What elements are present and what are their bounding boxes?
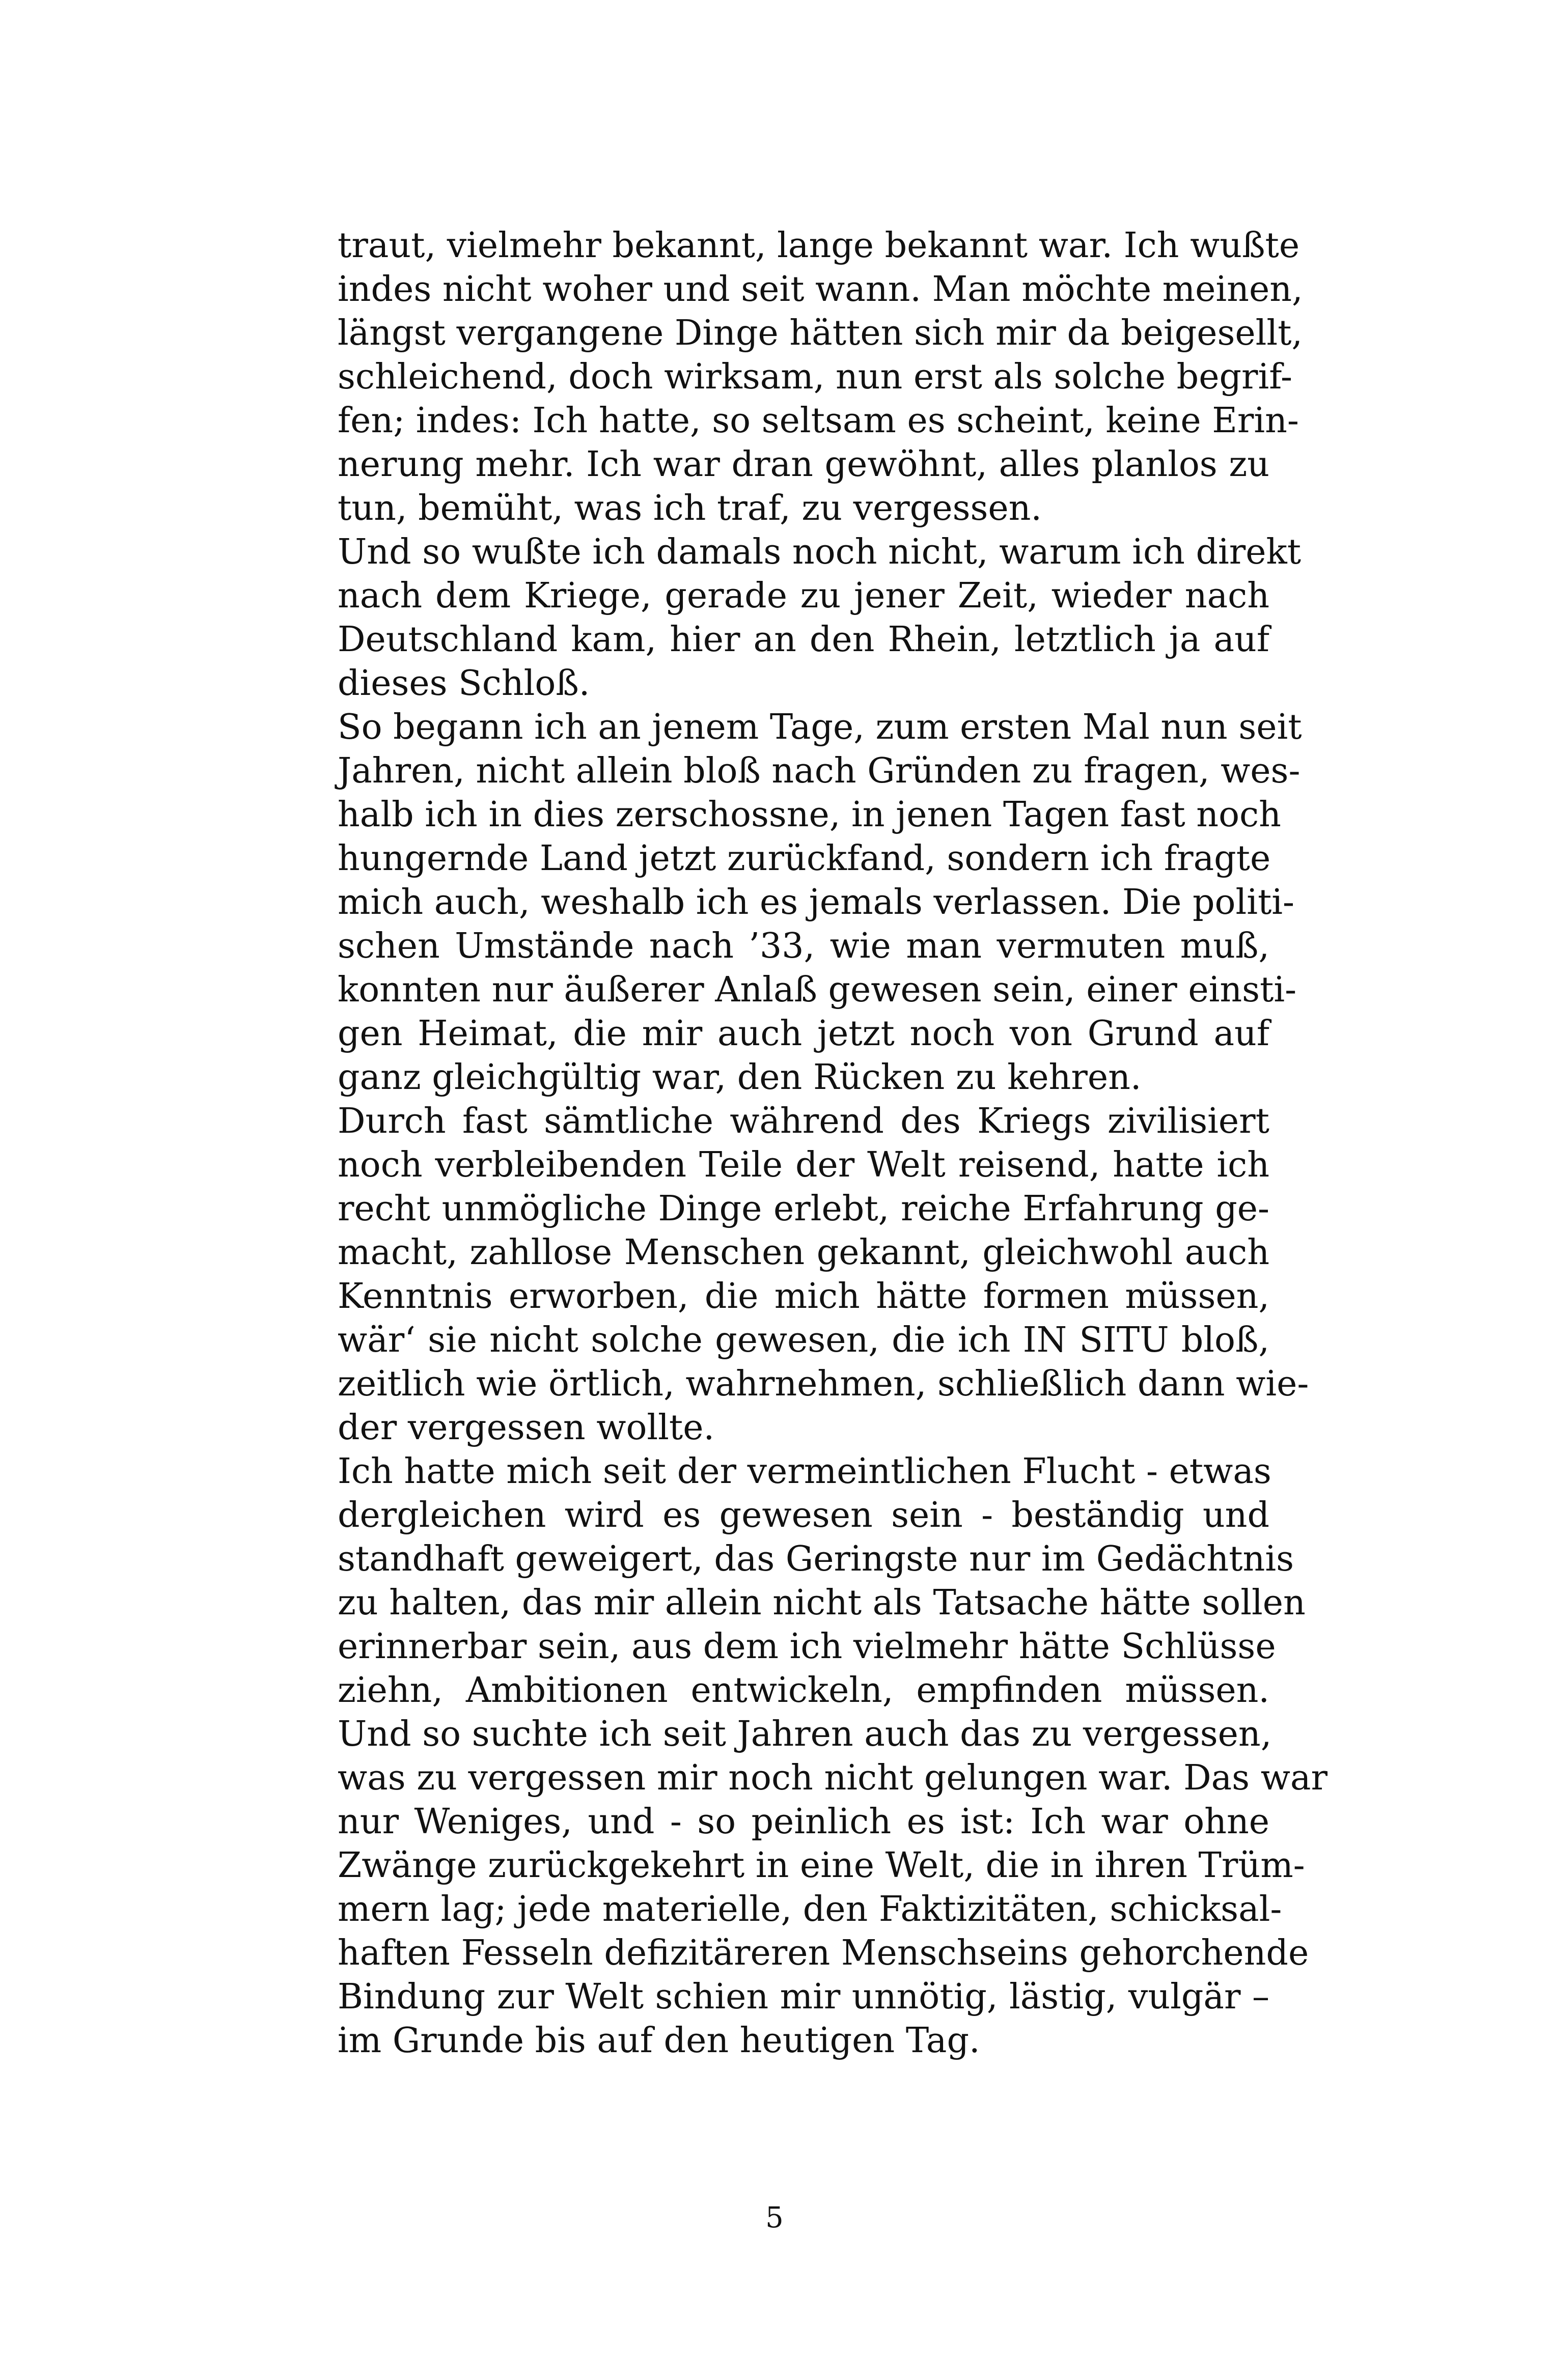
text-line: dergleichen wird es gewesen sein - beständig und [338, 1495, 1269, 1535]
text-line: mern lag; jede materielle, den Faktizitäten, schicksal- [338, 1889, 1282, 1929]
text-line: Deutschland kam, hier an den Rhein, letztlich ja auf [338, 620, 1269, 660]
text-line: ziehn, Ambitionen entwickeln, empfinden müssen. [338, 1670, 1269, 1711]
text-line: tun, bemüht, was ich traf, zu vergessen. [338, 488, 1042, 528]
paragraph [338, 706, 1302, 1100]
text-line: fen; indes: Ich hatte, so seltsam es scheint, keine Erin- [338, 401, 1299, 441]
paragraph [338, 1100, 1309, 1450]
text-line: der vergessen wollte. [338, 1408, 715, 1448]
text-line: indes nicht woher und seit wann. Man möchte meinen, [338, 269, 1303, 310]
text-line: gen Heimat, die mir auch jetzt noch von Grund auf [338, 1014, 1269, 1054]
paragraph [338, 530, 1302, 706]
text-line: traut, vielmehr bekannt, lange bekannt war. Ich wußte [338, 226, 1300, 266]
text-line: zeitlich wie örtlich, wahrnehmen, schließlich dann wie- [338, 1364, 1309, 1404]
text-line: Bindung zur Welt schien mir unnötig, lästig, vulgär – [338, 1977, 1269, 2017]
text-line: macht, zahllose Menschen gekannt, gleichwohl auch [338, 1233, 1269, 1273]
text-line: Jahren, nicht allein bloß nach Gründen zu fragen, wes- [338, 751, 1301, 791]
text-line: Und so wußte ich damals noch nicht, warum ich direkt [338, 532, 1302, 572]
text-line: halb ich in dies zerschossne, in jenen Tagen fast noch [338, 795, 1281, 835]
body-text [338, 224, 1327, 2063]
text-line: erinnerbar sein, aus dem ich vielmehr hätte Schlüsse [338, 1627, 1276, 1667]
text-line: noch verbleibenden Teile der Welt reisend, hatte ich [338, 1145, 1269, 1185]
text-line: recht unmögliche Dinge erlebt, reiche Erfahrung ge- [338, 1189, 1269, 1229]
text-line: standhaft geweigert, das Geringste nur im Gedächtnis [338, 1539, 1294, 1579]
paragraph [338, 1450, 1327, 2063]
text-line: konnten nur äußerer Anlaß gewesen sein, einer einsti- [338, 970, 1297, 1010]
text-line: Durch fast sämtliche während des Kriegs zivilisiert [338, 1101, 1269, 1141]
text-line: So begann ich an jenem Tage, zum ersten Mal nun seit [338, 707, 1302, 747]
text-line: im Grunde bis auf den heutigen Tag. [338, 2021, 980, 2061]
text-line: schleichend, doch wirksam, nun erst als solche begrif- [338, 357, 1292, 397]
text-line: schen Umstände nach ’33, wie man vermuten muß, [338, 926, 1269, 966]
text-line: nach dem Kriege, gerade zu jener Zeit, wieder nach [338, 576, 1269, 616]
text-line: zu halten, das mir allein nicht als Tatsache hätte sollen [338, 1583, 1306, 1623]
text-line: längst vergangene Dinge hätten sich mir da beigesellt, [338, 313, 1303, 353]
paragraph [338, 224, 1303, 530]
text-line: dieses Schloß. [338, 663, 590, 704]
text-line: ganz gleichgültig war, den Rücken zu kehren. [338, 1057, 1142, 1098]
text-line: wär‘ sie nicht solche gewesen, die ich IN SITU bloß, [338, 1320, 1269, 1360]
text-line: Zwänge zurückgekehrt in eine Welt, die in ihren Trüm- [338, 1845, 1305, 1886]
text-line: Und so suchte ich seit Jahren auch das zu vergessen, [338, 1714, 1272, 1754]
text-line: was zu vergessen mir noch nicht gelungen war. Das war [338, 1758, 1327, 1798]
text-line: haften Fesseln defizitäreren Menschseins gehorchende [338, 1933, 1309, 1973]
text-line: nur Weniges, und - so peinlich es ist: Ich war ohne [338, 1802, 1269, 1842]
page-number: 5 [765, 2201, 784, 2234]
text-line: nerung mehr. Ich war dran gewöhnt, alles planlos zu [338, 444, 1269, 485]
text-line: Kenntnis erworben, die mich hätte formen müssen, [338, 1276, 1269, 1317]
text-line: Ich hatte mich seit der vermeintlichen Flucht - etwas [338, 1451, 1271, 1492]
text-line: mich auch, weshalb ich es jemals verlassen. Die politi- [338, 882, 1294, 922]
text-line: hungernde Land jetzt zurückfand, sondern ich fragte [338, 838, 1271, 879]
